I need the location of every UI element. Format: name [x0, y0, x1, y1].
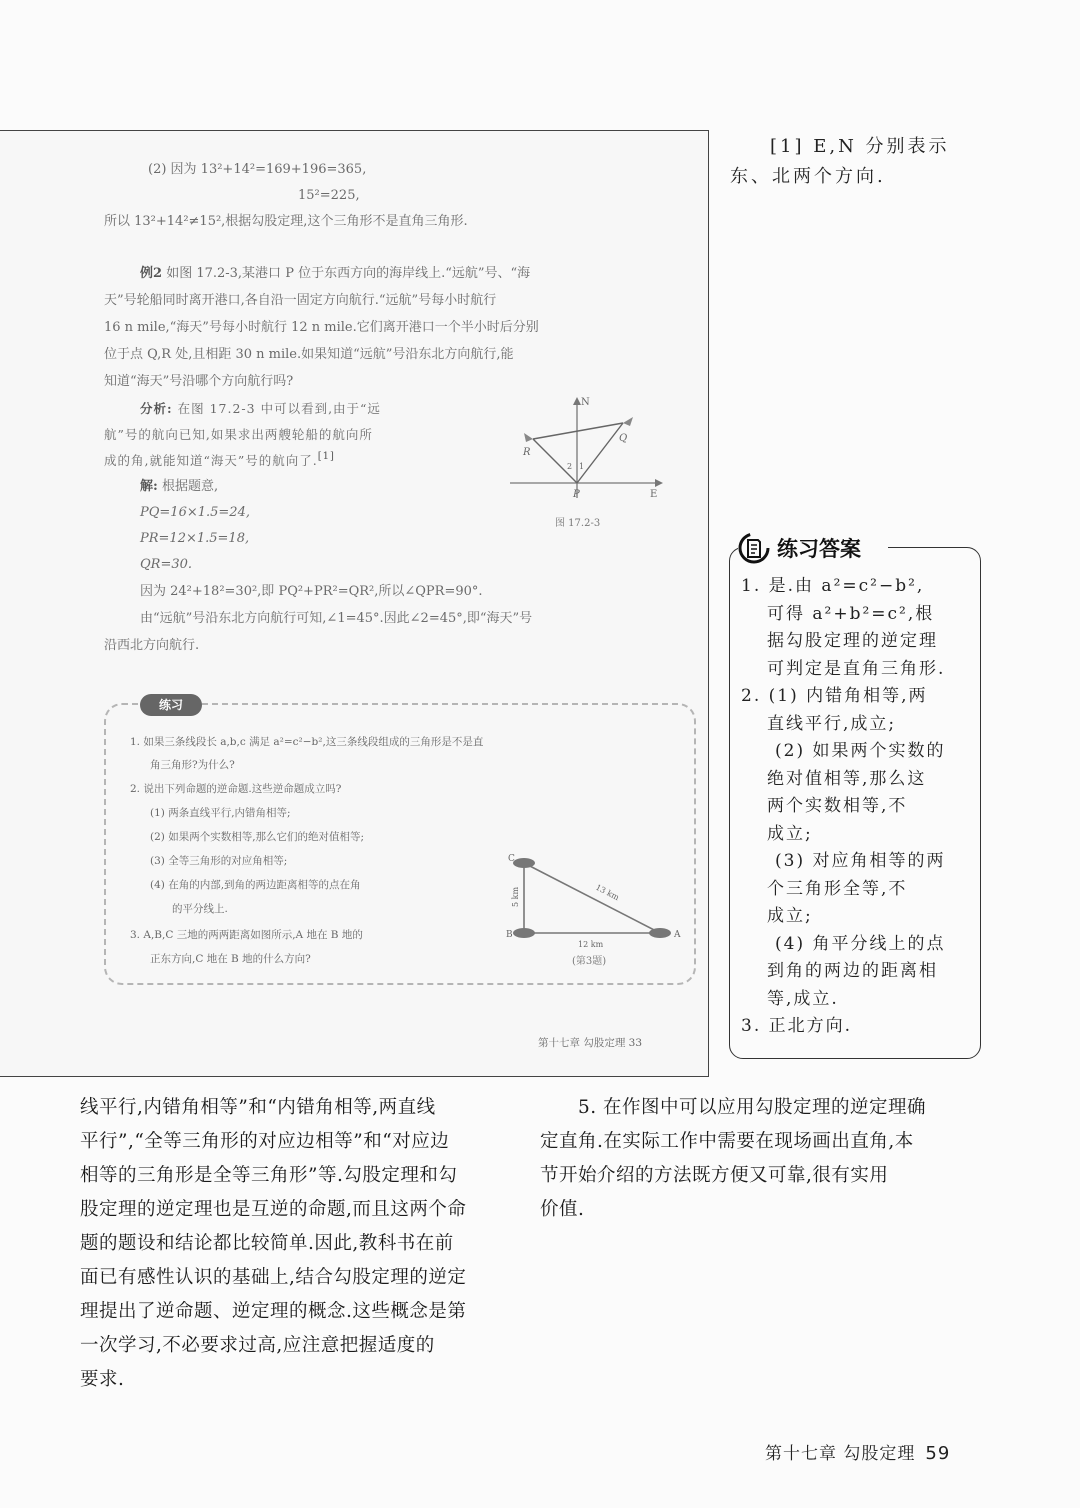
analysis-line-1 [140, 396, 381, 421]
exercise-item: 正东方向,C 地在 B 地的什么方向? [150, 953, 311, 965]
answer-line: 成立; [767, 906, 813, 926]
answer-line: (4) 角平分线上的点 [775, 934, 946, 954]
segment-pq [577, 423, 623, 483]
north-arrow [573, 397, 581, 405]
exercise-item: (2) 如果两个实数相等,那么它们的绝对值相等; [150, 831, 365, 843]
body-left-line: 股定理的逆定理也是互逆的命题,而且这两个命 [80, 1199, 467, 1220]
segment-ca [524, 863, 660, 933]
answer-line: 2. (1) 内错角相等,两 [741, 686, 928, 706]
exercise-item: (4) 在角的内部,到角的两边距离相等的点在角 [150, 879, 361, 891]
analysis-text-3: 成的角,就能知道“海天”号的航向了. [104, 453, 318, 468]
exercise-item: (1) 两条直线平行,内错角相等; [150, 807, 291, 819]
segment-qr [533, 423, 623, 439]
figure-2-caption: (第3题) [572, 956, 607, 967]
part2-line2: 15²=225, [298, 188, 360, 203]
body-left-line: 相等的三角形是全等三角形”等.勾股定理和勾 [80, 1165, 458, 1186]
angle-1: 1 [579, 462, 585, 471]
exercise-tag: 练习 [140, 694, 202, 716]
label-b: B [506, 930, 513, 940]
label-5km: 5 km [511, 886, 520, 907]
point-c-marker [513, 858, 535, 868]
page-number: 59 [925, 1443, 951, 1464]
point-b-marker [513, 928, 535, 938]
solution-line-1 [140, 474, 218, 499]
exercise-3-figure [500, 849, 685, 949]
body-right-line: 节开始介绍的方法既方便又可靠,很有实用 [540, 1165, 889, 1186]
exercise-item: (3) 全等三角形的对应角相等; [150, 855, 288, 867]
part2-line3: 所以 13²+14²≠15²,根据勾股定理,这个三角形不是直角三角形. [104, 214, 468, 229]
body-left-line: 题的题设和结论都比较简单.因此,教科书在前 [80, 1233, 454, 1254]
body-right-line: 5. 在作图中可以应用勾股定理的逆定理确 [578, 1097, 927, 1118]
solution-line-7: 沿西北方向航行. [104, 638, 200, 653]
body-right-line: 价值. [540, 1199, 585, 1220]
label-r: R [523, 447, 531, 458]
segment-pr [533, 439, 577, 483]
answer-line: 3. 正北方向. [741, 1016, 853, 1036]
answer-line: 可得 a²+b²=c²,根 [767, 604, 935, 624]
analysis-text-1: 在图 17.2-3 中可以看到,由于“远 [177, 401, 381, 416]
body-left-line: 要求. [80, 1369, 125, 1390]
label-a: A [674, 930, 681, 940]
point-a-marker [649, 928, 671, 938]
label-p: P [573, 489, 580, 500]
answer-line: 等,成立. [767, 989, 839, 1009]
answer-line: 可判定是直角三角形. [767, 659, 946, 679]
example-line-3: 16 n mile,“海天”号每小时航行 12 n mile.它们离开港口一个半小时后分别 [104, 320, 539, 335]
body-right-line: 定直角.在实际工作中需要在现场画出直角,本 [540, 1131, 914, 1152]
answer-line: (3) 对应角相等的两 [775, 851, 946, 871]
ship-r-icon [524, 433, 533, 442]
figure-1-caption: 图 17.2-3 [555, 518, 601, 529]
example-text-1: 如图 17.2-3,某港口 P 位于东西方向的海岸线上.“远航”号、“海 [166, 266, 531, 281]
footnote-marker: [1] [317, 451, 335, 462]
analysis-line-2: 航”号的航向已知,如果求出两艘轮船的航向所 [104, 427, 373, 442]
answer-line: 两个实数相等,不 [767, 796, 908, 816]
example-line-2: 天”号轮船同时离开港口,各自沿一固定方向航行.“远航”号每小时航行 [104, 293, 497, 308]
answers-header [737, 530, 861, 566]
example-line-5: 知道“海天”号沿哪个方向航行吗? [104, 374, 294, 389]
body-left-line: 平行”,“全等三角形的对应边相等”和“对应边 [80, 1131, 450, 1152]
body-left-line: 线平行,内错角相等”和“内错角相等,两直线 [80, 1097, 436, 1118]
answer-line: 据勾股定理的逆定理 [767, 631, 938, 651]
embedded-page-footer: 第十七章 勾股定理 33 [538, 1037, 643, 1049]
label-e: E [650, 489, 658, 500]
example-label: 例2 [140, 266, 163, 281]
answers-title: 练习答案 [777, 537, 861, 561]
body-left-line: 面已有感性认识的基础上,结合勾股定理的逆定 [80, 1267, 467, 1288]
body-right-column [540, 1091, 926, 1227]
label-q: Q [619, 433, 628, 444]
label-12km: 12 km [578, 940, 604, 949]
side-note-line-2: 东、北两个方向. [730, 166, 886, 187]
answer-line: 到角的两边的距离相 [767, 961, 938, 981]
answer-line: 直线平行,成立; [767, 714, 897, 734]
solution-line-6: 由“远航”号沿东北方向航行可知,∠1=45°.因此∠2=45°,即“海天”号 [140, 611, 533, 626]
exercise-item: 1. 如果三条线段长 a,b,c 满足 a²=c²−b²,这三条线段组成的三角形是不是直 [130, 736, 484, 748]
body-left-column [80, 1091, 466, 1397]
page-footer-chapter: 第十七章 勾股定理 [765, 1444, 916, 1464]
answer-line: 个三角形全等,不 [767, 879, 908, 899]
exercise-item: 角三角形?为什么? [150, 759, 235, 771]
solution-text-1: 根据题意, [161, 479, 219, 494]
example-line-4: 位于点 Q,R 处,且相距 30 n mile.如果知道“远航”号沿东北方向航行,能 [104, 347, 514, 362]
ship-q-icon [623, 417, 633, 426]
side-note [730, 132, 980, 192]
solution-line-3: PR=12×1.5=18, [140, 531, 250, 546]
label-n: N [581, 397, 590, 408]
answer-line: (2) 如果两个实数的 [775, 741, 946, 761]
solution-line-4: QR=30. [140, 557, 193, 572]
solution-line-2: PQ=16×1.5=24, [140, 505, 250, 520]
exercise-item: 的平分线上. [172, 903, 228, 915]
solution-line-5: 因为 24²+18²=30²,即 PQ²+PR²=QR²,所以∠QPR=90°. [140, 584, 483, 599]
label-c: C [508, 854, 515, 864]
angle-2: 2 [567, 462, 573, 471]
answer-line: 1. 是.由 a²=c²−b², [741, 576, 925, 596]
body-left-line: 一次学习,不必要求过高,应注意把握适度的 [80, 1335, 435, 1356]
example-line-1 [140, 261, 530, 286]
label-13km: 13 km [594, 882, 621, 903]
solution-label: 解: [140, 479, 158, 494]
body-left-line: 理提出了逆命题、逆定理的概念.这些概念是第 [80, 1301, 467, 1322]
page-footer [765, 1439, 950, 1464]
analysis-label: 分析: [140, 401, 173, 416]
analysis-line-3 [104, 448, 335, 475]
exercise-item: 3. A,B,C 三地的两两距离如图所示,A 地在 B 地的 [130, 929, 363, 941]
east-arrow [655, 479, 663, 487]
side-note-line-1: [1] E,N 分别表示 [770, 136, 950, 157]
answers-icon [737, 531, 771, 565]
answer-line: 绝对值相等,那么这 [767, 769, 927, 789]
exercise-item: 2. 说出下列命题的逆命题.这些逆命题成立吗? [130, 783, 342, 795]
embedded-textbook-page [0, 130, 709, 1077]
answer-line: 成立; [767, 824, 813, 844]
part2-line1: (2) 因为 13²+14²=169+196=365, [148, 162, 367, 177]
